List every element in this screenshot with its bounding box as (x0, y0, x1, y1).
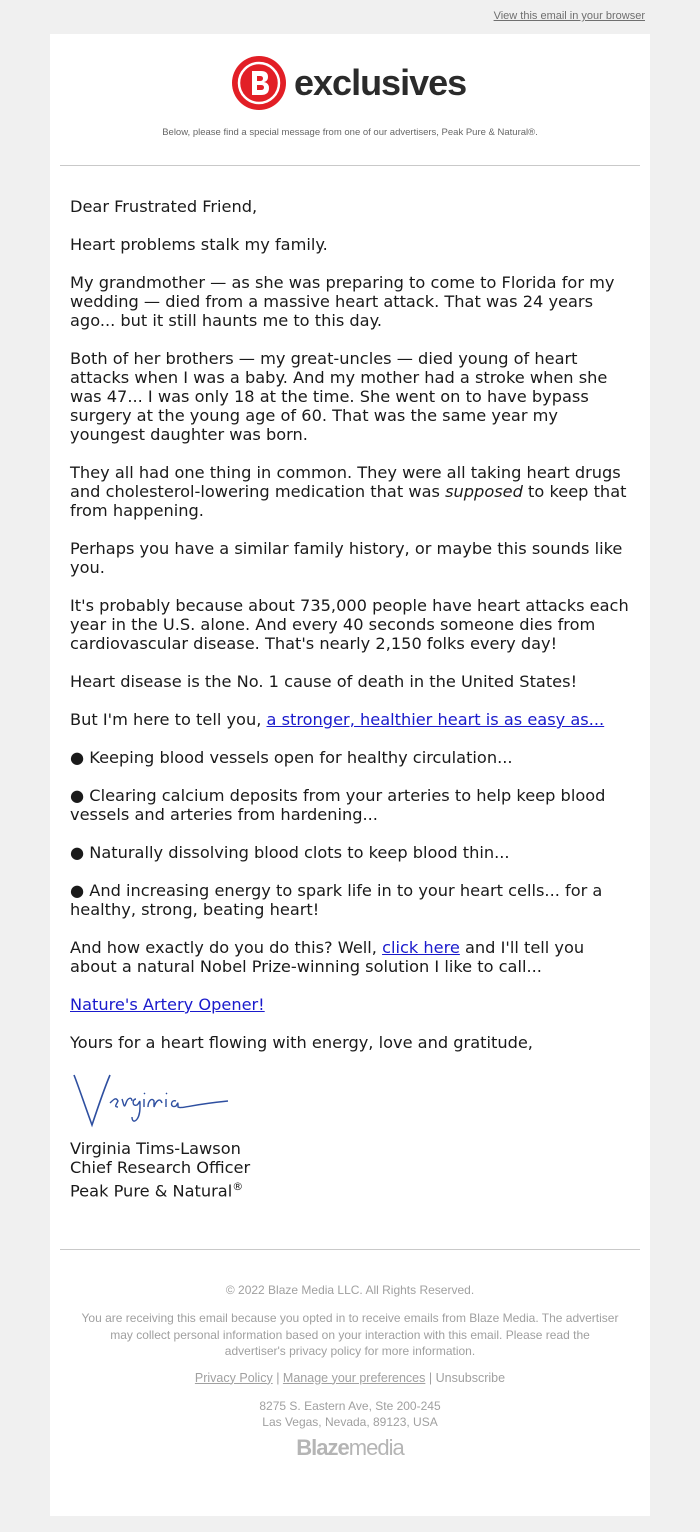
letter-body (70, 197, 630, 1200)
text-span: And how exactly do you do this? Well, (70, 938, 383, 957)
closing: Yours for a heart flowing with energy, love and gratitude, (70, 1033, 533, 1052)
footer-links (50, 1370, 650, 1386)
logo-wordmark: exclusives (294, 62, 467, 103)
product-link[interactable]: Nature's Artery Opener! (70, 995, 265, 1014)
advertiser-intro: Below, please find a special message from one of our advertisers, Peak Pure & Natural®. (162, 127, 538, 138)
click-here-link[interactable]: click here (382, 938, 460, 957)
paragraph (70, 938, 630, 976)
sender-company (70, 1177, 630, 1200)
address-line: Las Vegas, Nevada, 89123, USA (262, 1414, 438, 1429)
brand-light: media (348, 1434, 404, 1460)
sender-name: Virginia Tims-Lawson (70, 1139, 241, 1158)
footer-divider (60, 1249, 640, 1250)
link-separator: | (428, 1370, 433, 1385)
paragraph: Perhaps you have a similar family history, or maybe this sounds like you. (70, 539, 623, 577)
exclusives-logo[interactable] (232, 56, 466, 110)
blaze-media-logo[interactable] (296, 1434, 404, 1460)
paragraph: Heart problems stalk my family. (70, 235, 328, 254)
footer (50, 1282, 650, 1459)
text-span: and I'll tell you about a natural Nobel Prize-winning solution I like to call... (70, 938, 585, 976)
address-line: 8275 S. Eastern Ave, Ste 200-245 (259, 1398, 441, 1413)
manage-preferences-link[interactable]: Manage your preferences (282, 1370, 426, 1385)
copyright: © 2022 Blaze Media LLC. All Rights Reserved. (225, 1283, 475, 1297)
paragraph (70, 710, 630, 729)
emphasis: supposed (445, 482, 523, 501)
unsubscribe-link[interactable]: Unsubscribe (435, 1370, 506, 1385)
paragraph: It's probably because about 735,000 people have heart attacks each year in the U.S. alone. And every 40 seconds someone dies from cardiovascular disease. That's nearly 2,150 folks every day! (70, 596, 629, 653)
link-separator: | (276, 1370, 280, 1385)
company-name: Peak Pure & Natural (70, 1181, 233, 1201)
bullet-item: ● Clearing calcium deposits from your arteries to help keep blood vessels and arteries from hardening... (70, 786, 606, 824)
greeting: Dear Frustrated Friend, (70, 197, 258, 216)
stronger-heart-link[interactable]: a stronger, healthier heart is as easy as... (266, 710, 605, 729)
sender-block (70, 1139, 630, 1200)
sender-title: Chief Research Officer (70, 1158, 251, 1177)
paragraph: My grandmother — as she was preparing to come to Florida for my wedding — died from a massive heart attack. That was 24 years ago... but it still haunts me to this day. (70, 273, 615, 330)
handwritten-signature (70, 1063, 630, 1133)
text-span: to keep that from happening. (70, 482, 627, 520)
bullet-item: ● Keeping blood vessels open for healthy circulation... (70, 748, 513, 767)
paragraph: Heart disease is the No. 1 cause of death in the United States! (70, 672, 578, 691)
email-card (50, 34, 650, 1516)
header-divider (60, 165, 640, 166)
registered-mark: ® (232, 1180, 244, 1193)
bullet-item: ● And increasing energy to spark life in to your heart cells... for a healthy, strong, beating heart! (70, 881, 603, 919)
paragraph (70, 463, 630, 520)
blaze-b-icon (232, 56, 286, 110)
text-span: But I'm here to tell you, (70, 710, 267, 729)
bullet-item: ● Naturally dissolving blood clots to keep blood thin... (70, 843, 510, 862)
brand-bold: Blaze (296, 1434, 349, 1460)
paragraph: Both of her brothers — my great-uncles — died young of heart attacks when I was a baby. And my mother had a stroke when she was 47... I was only 18 at the time. She went on to have bypass surgery at the young age of 60. That was the same year my youngest daughter was born. (70, 349, 608, 444)
topbar (494, 10, 645, 22)
paragraph (70, 995, 630, 1014)
text-span: They all had one thing in common. They were all taking heart drugs and cholesterol-lowering medication that was (70, 463, 621, 501)
view-in-browser-link[interactable]: View this email in your browser (493, 10, 645, 22)
opt-in-notice: You are receiving this email because you opted in to receive emails from Blaze Media. The advertiser may collect personal information based on your interaction with this email. Please read the advertiser's privacy policy for more information. (81, 1311, 619, 1358)
mailing-address (50, 1398, 650, 1430)
privacy-policy-link[interactable]: Privacy Policy (194, 1370, 273, 1385)
